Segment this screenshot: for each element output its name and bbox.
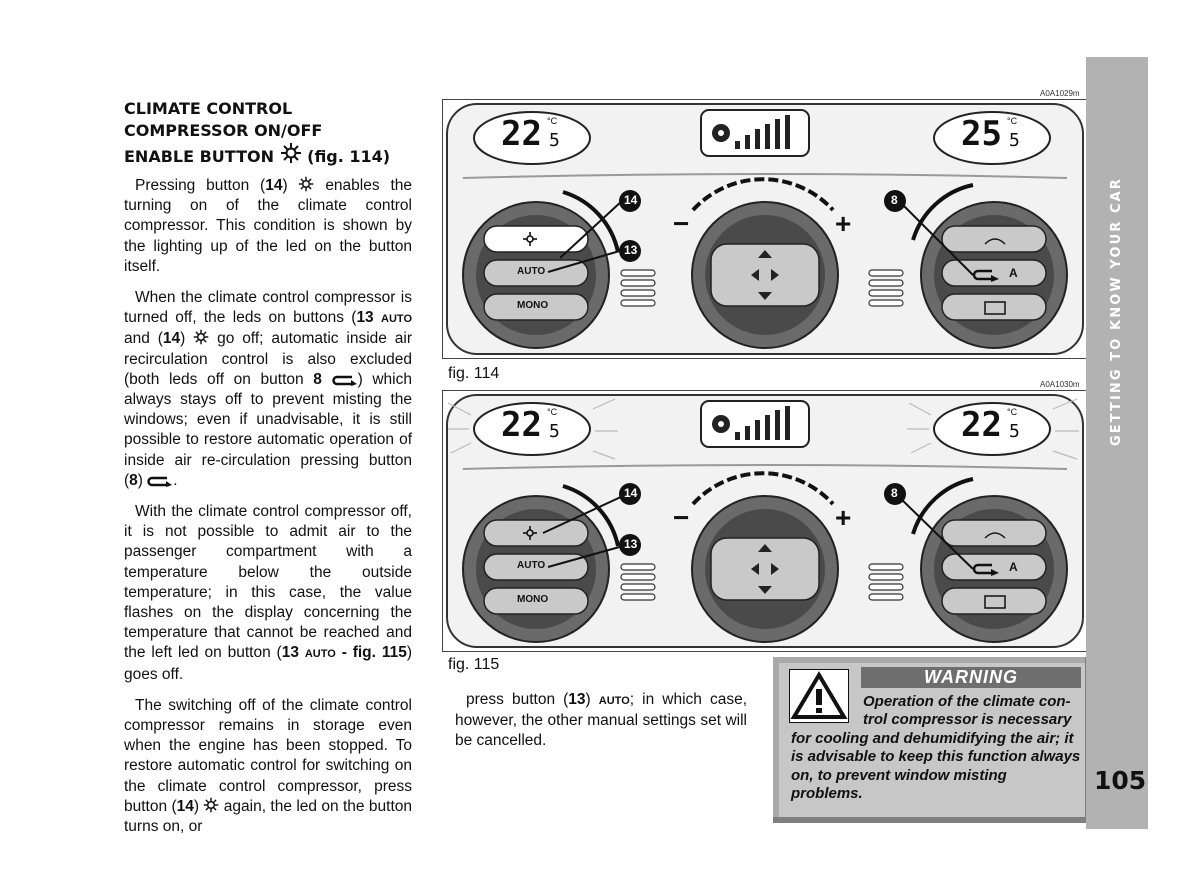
p2-button-13: 13 <box>356 309 374 327</box>
p4-button-14: 14 <box>176 797 194 815</box>
p2-text-g: . <box>173 471 178 489</box>
fan-icon <box>712 124 730 142</box>
fig114-minus: − <box>673 208 690 239</box>
heading-line-3-text: ENABLE BUTTON <box>124 147 274 166</box>
p3-auto-label: AUTO <box>304 648 336 661</box>
warning-line-2: trol compressor is necessary <box>863 711 1072 729</box>
p2-text-b: and ( <box>124 330 163 348</box>
paragraph-4 <box>124 696 412 837</box>
recirculation-icon <box>147 475 173 487</box>
fig114-auto-button[interactable]: AUTO <box>517 266 546 277</box>
warning-box <box>773 657 1091 823</box>
callout-8: 8 <box>891 486 898 500</box>
fig115-plus: + <box>835 502 852 533</box>
heading-line-2: COMPRESSOR ON/OFF <box>124 121 323 140</box>
fig114-recirc-a: A <box>1009 266 1018 280</box>
p5-button-13: 13 <box>568 691 586 708</box>
fig115-code: A0A1030m <box>1040 380 1080 389</box>
page-number: 105 <box>1094 766 1147 795</box>
middle-column <box>455 690 747 763</box>
fig114-caption: fig. 114 <box>448 365 500 382</box>
callout-14: 14 <box>624 486 638 500</box>
fig114-right-temp-dec: 5 <box>1009 130 1020 151</box>
p3-text-a: With the climate control compressor off, it is not possible to admit air to the passenger compartment with a temperature below the outside temperature; in this case, the value flashes on the display concerning the temperature that cannot be reached and the left led on button ( <box>124 503 412 662</box>
callout-13: 13 <box>624 537 638 551</box>
heading-line-3 <box>124 142 412 168</box>
p4-text-b: ) <box>193 797 204 815</box>
p2-text-c: ) <box>180 330 194 348</box>
p2-text-d: go off; automatic inside air recirculation control is also excluded (both leds off on button <box>124 330 412 388</box>
p1-button-14: 14 <box>265 177 283 194</box>
section-sidebar <box>1086 57 1148 829</box>
p4-text-a: The switching off of the climate control compressor remains in storage even when the engine has been stopped. To restore automatic control for switching on the climate control compressor, press button ( <box>124 696 412 815</box>
fig115-right-temp: 22 <box>961 405 1002 445</box>
fig115-caption: fig. 115 <box>448 656 500 673</box>
heading-fig-ref: (fig. 114) <box>307 147 391 166</box>
warning-text <box>791 693 1081 803</box>
fig114-left-temp-dec: 5 <box>549 130 560 151</box>
p1-text-a: Pressing button ( <box>135 177 266 194</box>
p2-text-e: ) which always stays off to prevent misting the windows; even if unadvisable, it is still possible to restore automatic operation of inside air re-circulation pressing button ( <box>124 370 412 489</box>
p3-text-b: ) goes off. <box>124 644 413 683</box>
p2-button-14: 14 <box>162 330 181 348</box>
snowflake-icon <box>280 142 302 164</box>
fig115-right-unit: °C <box>1007 407 1018 417</box>
fig114-plus: + <box>835 208 852 239</box>
section-heading <box>124 98 412 168</box>
left-column <box>124 98 412 848</box>
paragraph-3 <box>124 502 412 685</box>
p2-auto-label: AUTO <box>381 313 412 326</box>
snowflake-icon <box>298 176 314 192</box>
p2-button-8: 8 <box>313 370 322 388</box>
fig115-mono-button[interactable]: MONO <box>517 594 549 605</box>
fig115-recirc-a: A <box>1009 560 1018 574</box>
fig115-auto-button[interactable]: AUTO <box>517 560 546 571</box>
p5-text-b: ; in which case, however, the other manual settings set will be cancelled. <box>455 691 747 750</box>
p2-text-a: When the climate control compressor is turned off, the leds on buttons ( <box>124 289 412 327</box>
fig115-right-temp-dec: 5 <box>1009 421 1020 442</box>
fan-icon <box>712 415 730 433</box>
p5-text-a: press button ( <box>466 691 569 708</box>
heading-line-1: CLIMATE CONTROL <box>124 99 293 118</box>
paragraph-1 <box>124 176 412 277</box>
fig115-left-temp-dec: 5 <box>549 421 560 442</box>
section-title: GETTING TO KNOW YOUR CAR <box>1109 177 1124 446</box>
p1-text-c: enables the turning on of the climate control compressor. This condition is shown by the lighting up of the led on the button itself. <box>124 177 412 275</box>
warning-line-1: Operation of the climate con- <box>863 693 1071 710</box>
warning-rest: for cooling and dehumidifying the air; it is advisable to keep this function always on, to prevent window misting problems. <box>791 729 1081 803</box>
p3-button-13: 13 <box>281 644 299 662</box>
paragraph-2 <box>124 288 412 491</box>
recirculation-icon <box>332 374 358 386</box>
p4-text-c: again, the led on the button turns on, or <box>124 797 413 836</box>
snowflake-icon <box>203 797 219 813</box>
p1-text-b: ) <box>282 177 299 194</box>
fig114-code: A0A1029m <box>1040 89 1080 98</box>
p3-fig-ref: - fig. 115 <box>335 644 407 662</box>
fig115-minus: − <box>673 502 690 533</box>
warning-inner <box>779 663 1085 817</box>
figure-114 <box>442 99 1090 359</box>
callout-8: 8 <box>891 193 898 207</box>
fig115-left-temp: 22 <box>501 405 542 445</box>
p5-auto-label: AUTO <box>598 695 630 707</box>
fig114-right-temp: 25 <box>961 114 1002 154</box>
callout-14: 14 <box>624 193 638 207</box>
p2-text-f: ) <box>137 471 148 489</box>
warning-title: WARNING <box>861 667 1081 688</box>
snowflake-icon <box>193 329 209 345</box>
p2-button-8b: 8 <box>129 471 138 489</box>
fig114-left-temp: 22 <box>501 114 542 154</box>
fig115-left-unit: °C <box>547 407 558 417</box>
fig114-left-unit: °C <box>547 116 558 126</box>
fig114-right-unit: °C <box>1007 116 1018 126</box>
paragraph-5: press button (13) AUTO; in which case, however, the other manual settings set will be cancelled. <box>455 691 747 750</box>
callout-13: 13 <box>624 243 638 257</box>
fig114-mono-button[interactable]: MONO <box>517 300 549 311</box>
figure-115 <box>442 390 1090 652</box>
